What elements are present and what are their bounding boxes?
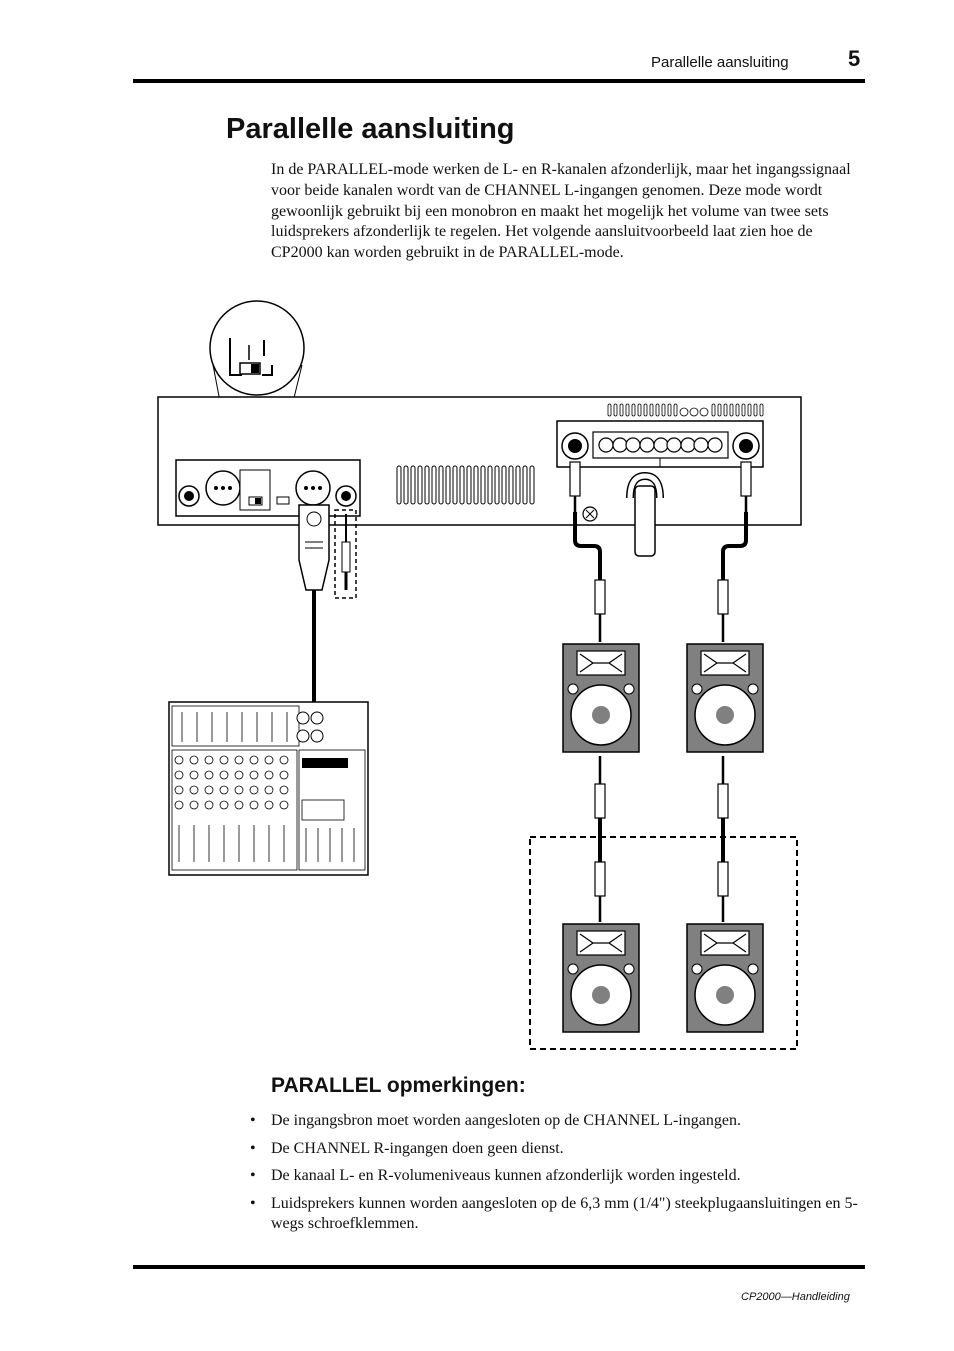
amplifier-rear-panel	[158, 397, 801, 556]
running-head: Parallelle aansluiting	[651, 54, 789, 71]
speaker-right-upper	[687, 644, 763, 752]
notes-heading: PARALLEL opmerkingen:	[271, 1074, 526, 1097]
link-cables	[595, 756, 728, 922]
bullet: •	[250, 1167, 256, 1184]
list-item	[248, 1166, 868, 1187]
bottom-rule	[133, 1265, 865, 1269]
bullet: •	[250, 1194, 256, 1212]
list-item	[248, 1139, 868, 1160]
note-text: De kanaal L- en R-volumeniveaus kunnen afzonderlijk worden ingesteld.	[271, 1167, 741, 1184]
mixing-console	[169, 702, 368, 875]
xlr-cable	[299, 505, 329, 702]
intro-paragraph: In de PARALLEL-mode werken de L- en R-kanalen afzonderlijk, maar het ingangssignaal voor beide kanalen wordt van de CHANNEL L-ingangen genomen. Deze mode wordt gewoonlijk gebruikt bij een monobron en maakt het mogelijk het volume van twee sets luidsprekers afzonderlijk te regelen. Het volgende aansluitvoorbeeld laat zien hoe de CP2000 kan worden gebruikt in de PARALLEL-mode.	[271, 161, 851, 262]
note-text: Luidsprekers kunnen worden aangesloten op de 6,3 mm (1/4") steekplugaansluitingen en 5-wegs schroefklemmen.	[271, 1194, 858, 1232]
list-item	[248, 1111, 868, 1132]
notes-list	[248, 1111, 868, 1242]
speaker-right-lower	[687, 924, 763, 1032]
top-rule	[133, 79, 865, 83]
page-title: Parallelle aansluiting	[226, 113, 515, 145]
bullet: •	[250, 1139, 256, 1157]
note-text: De CHANNEL R-ingangen doen geen dienst.	[271, 1139, 564, 1157]
list-item	[248, 1194, 868, 1235]
page-number: 5	[848, 46, 861, 71]
connection-diagram	[150, 290, 810, 1060]
speaker-left-lower	[563, 924, 639, 1032]
footer-text: CP2000—Handleiding	[741, 1291, 850, 1303]
note-text: De ingangsbron moet worden aangesloten op de CHANNEL L-ingangen.	[271, 1112, 741, 1129]
speaker-left-upper	[563, 644, 639, 752]
bullet: •	[250, 1112, 256, 1129]
